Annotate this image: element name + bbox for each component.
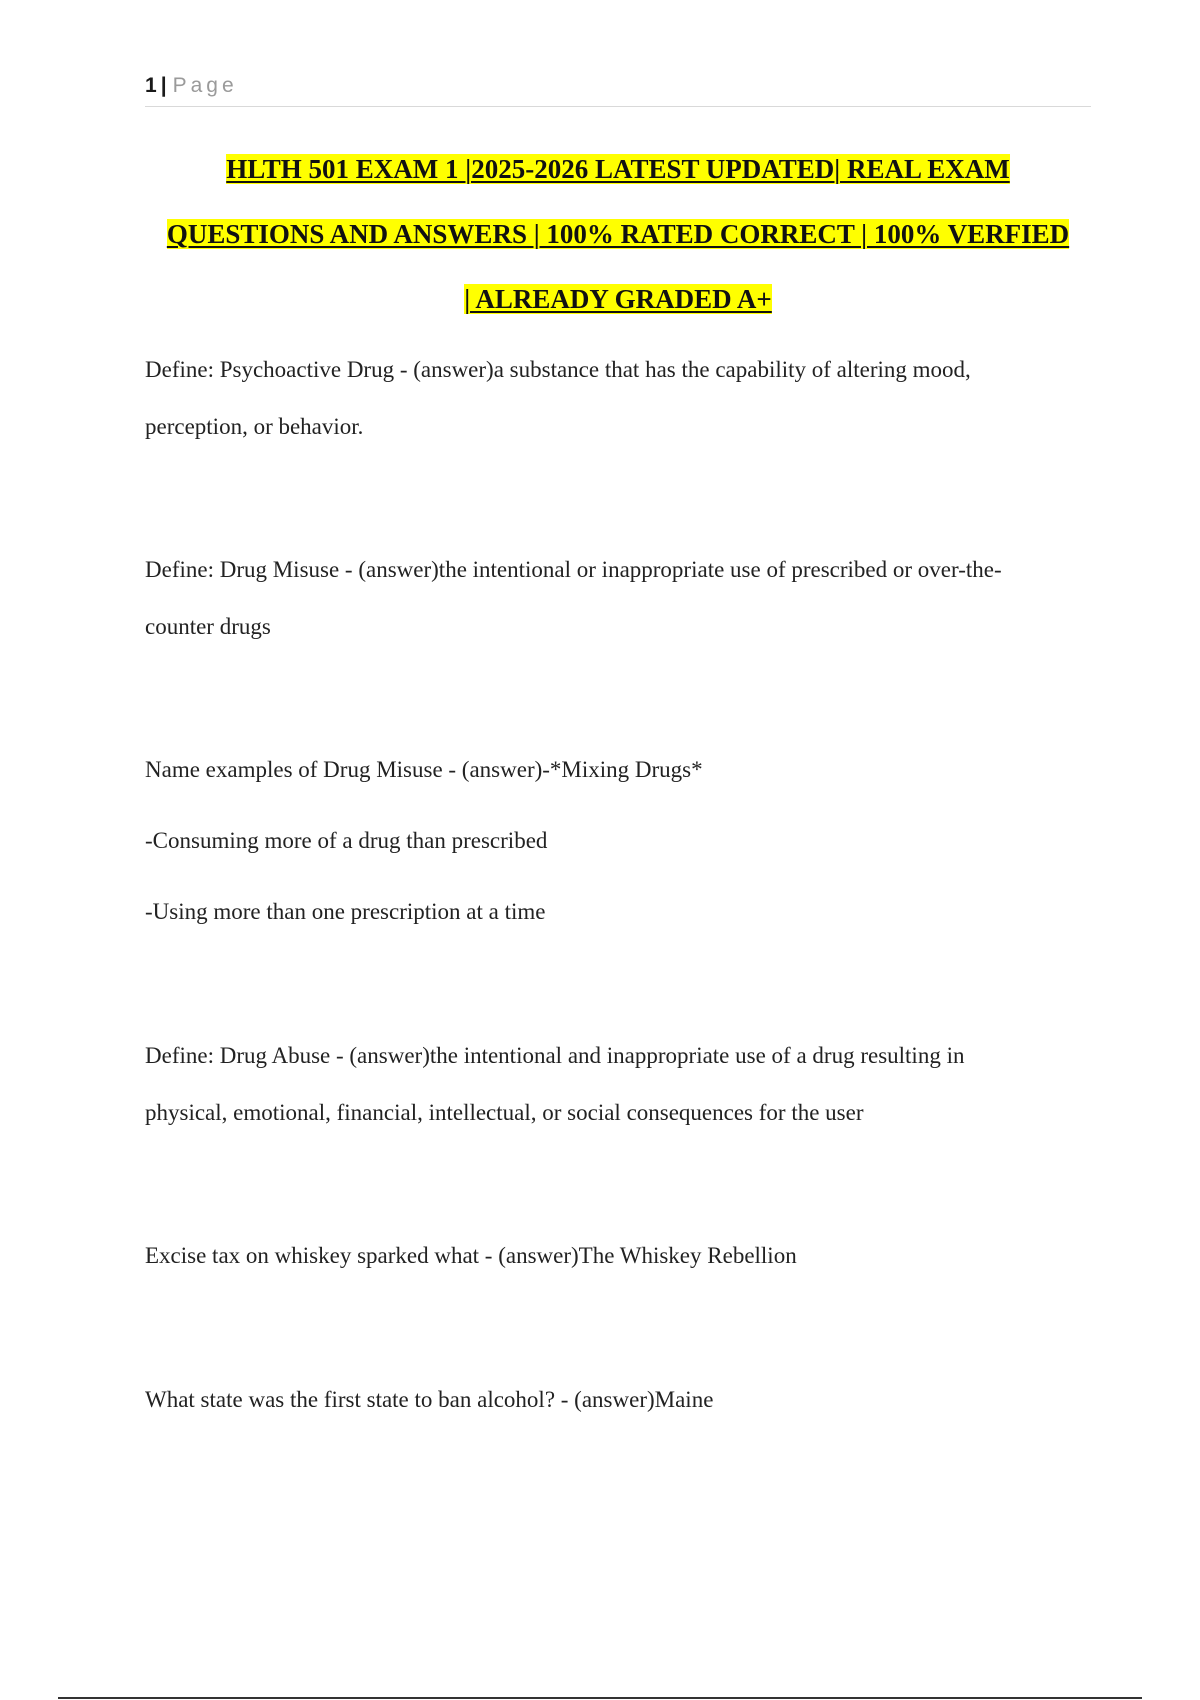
qa-item-drug-misuse [145,541,1091,655]
qa-line: physical, emotional, financial, intellectual, or social consequences for the user [145,1100,864,1125]
qa-item-psychoactive-drug [145,341,1091,455]
qa-line: Define: Drug Misuse - (answer)the intentional or inappropriate use of prescribed or over-the- [145,557,1002,582]
title-line-3: | ALREADY GRADED A+ [464,284,772,314]
qa-line: -Consuming more of a drug than prescribed [145,828,548,853]
qa-item-whiskey-rebellion [145,1227,1091,1284]
qa-line: counter drugs [145,614,271,639]
qa-item-drug-abuse [145,1027,1091,1141]
footer-rule [58,1697,1142,1699]
page-number: 1 [145,74,157,97]
page-header [145,72,1091,107]
qa-item-first-state-ban [145,1371,1091,1428]
title-line-1: HLTH 501 EXAM 1 |2025-2026 LATEST UPDATED| REAL EXAM [226,154,1010,184]
qa-line: perception, or behavior. [145,414,364,439]
page-label: Page [172,74,238,97]
qa-line: Define: Psychoactive Drug - (answer)a substance that has the capability of altering mood, [145,357,971,382]
qa-line: Excise tax on whiskey sparked what - (answer)The Whiskey Rebellion [145,1243,797,1268]
qa-item-drug-misuse-examples [145,734,1091,947]
title-line-2: QUESTIONS AND ANSWERS | 100% RATED CORRECT | 100% VERFIED [166,219,1070,249]
page-separator: | [160,74,167,97]
qa-line: Name examples of Drug Misuse - (answer)-*Mixing Drugs* [145,757,703,782]
qa-line: Define: Drug Abuse - (answer)the intentional and inappropriate use of a drug resulting in [145,1043,965,1068]
document-title [145,137,1091,332]
qa-line: What state was the first state to ban alcohol? - (answer)Maine [145,1387,714,1412]
qa-line: -Using more than one prescription at a time [145,899,546,924]
